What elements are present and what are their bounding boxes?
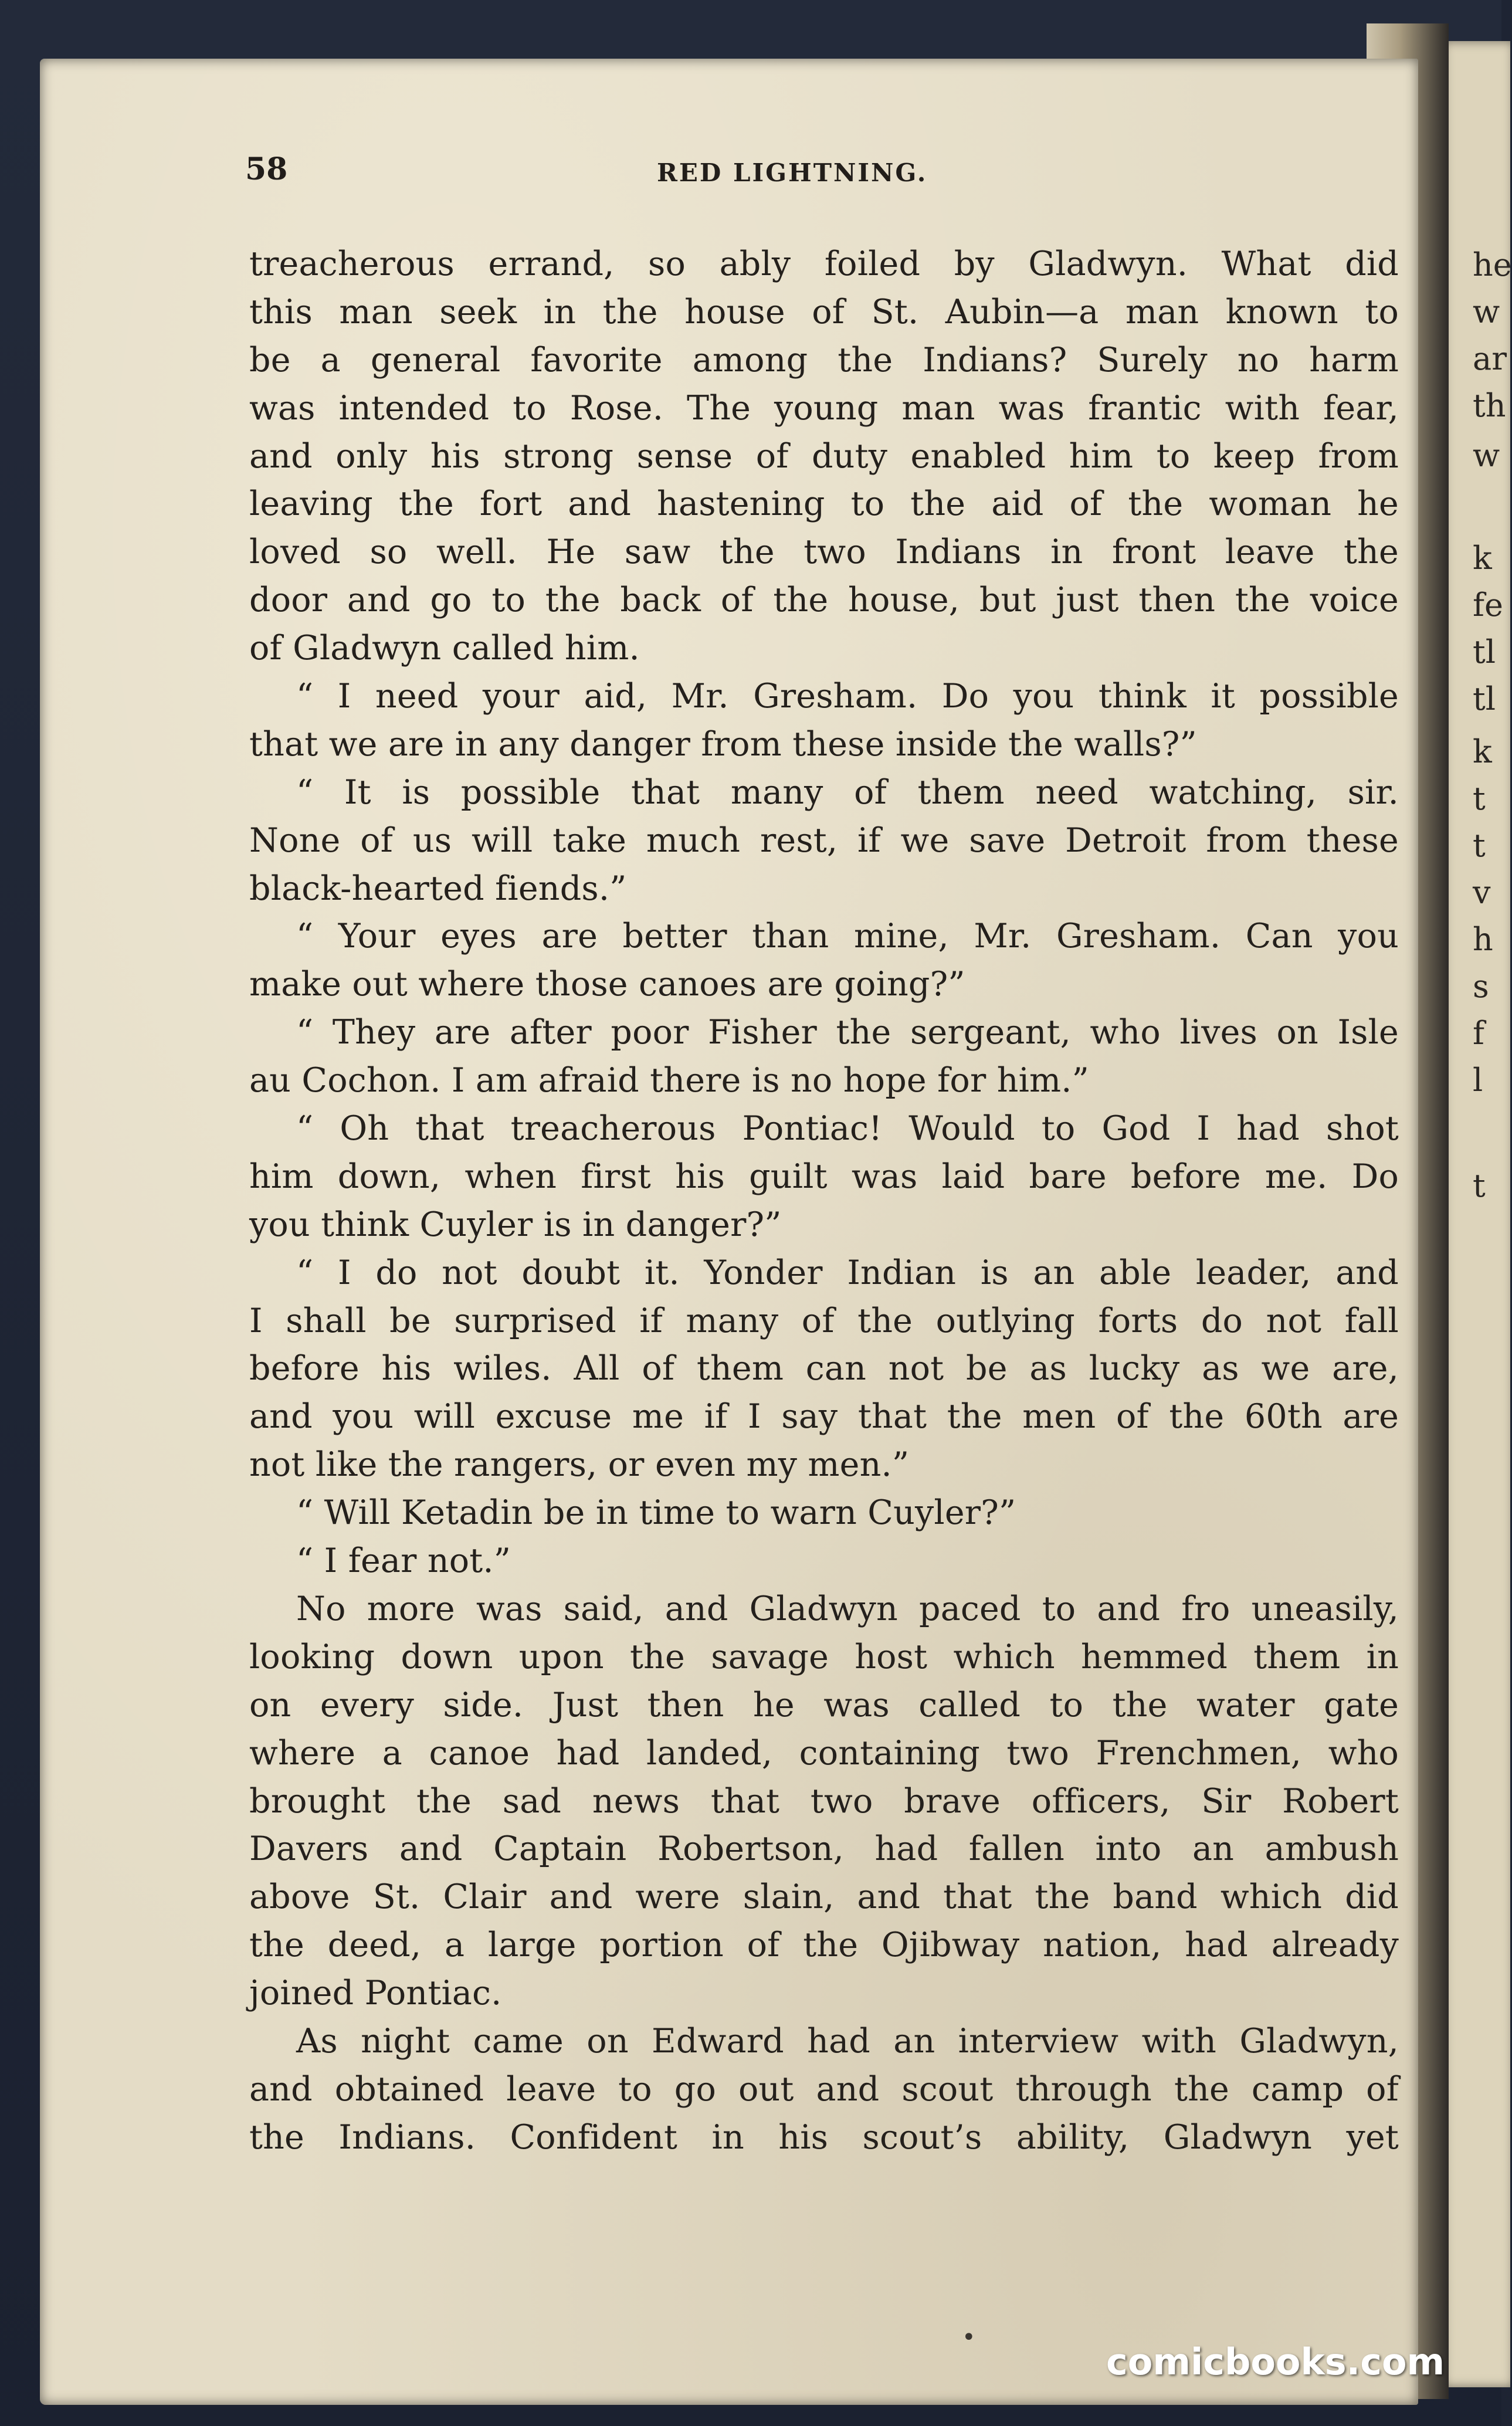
text-line: None of us will take much rest, if we save Detroit from these <box>249 821 1399 860</box>
text-line: black-hearted fiends.” <box>249 869 627 908</box>
text-line: loved so well. He saw the two Indians in front leave the <box>249 533 1399 572</box>
text-line: of Gladwyn called him. <box>249 629 640 668</box>
text-line: Davers and Captain Robertson, had fallen into an ambush <box>249 1829 1399 1869</box>
facing-page-fragment: s <box>1473 968 1489 1005</box>
text-line: “ Will Ketadin be in time to warn Cuyler?” <box>296 1493 1016 1533</box>
text-line: “ It is possible that many of them need watching, sir. <box>296 772 1399 812</box>
text-line: No more was said, and Gladwyn paced to and fro uneasily, <box>296 1589 1399 1628</box>
facing-page-fragment: w <box>1473 437 1500 474</box>
text-line: au Cochon. I am afraid there is no hope for him.” <box>249 1061 1089 1100</box>
text-line: leaving the fort and hastening to the aid of the woman he <box>249 484 1399 524</box>
text-line: and you will excuse me if I say that the men of the 60th are <box>249 1397 1399 1436</box>
text-line: that we are in any danger from these inside the walls?” <box>249 724 1197 764</box>
text-line: “ I need your aid, Mr. Gresham. Do you think it possible <box>296 677 1399 716</box>
facing-page-fragment: v <box>1473 874 1491 911</box>
text-line: “ I do not doubt it. Yonder Indian is an able leader, and <box>296 1253 1399 1292</box>
text-line: door and go to the back of the house, but just then the voice <box>249 581 1399 620</box>
text-line: on every side. Just then he was called to the water gate <box>249 1685 1399 1724</box>
facing-page-fragment: f <box>1473 1015 1484 1052</box>
facing-page-fragment: tl <box>1473 633 1496 670</box>
printer-mark: • <box>962 2324 976 2351</box>
body-text <box>249 240 1399 2162</box>
text-line: brought the sad news that two brave officers, Sir Robert <box>249 1781 1399 1821</box>
facing-page-fragment: k <box>1473 733 1492 770</box>
text-line: and obtained leave to go out and scout through the camp of <box>249 2069 1399 2109</box>
facing-page-fragment: k <box>1473 540 1492 577</box>
text-line: you think Cuyler is in danger?” <box>249 1205 782 1244</box>
facing-page-fragment: l <box>1473 1062 1483 1099</box>
text-line: “ Your eyes are better than mine, Mr. Gresham. Can you <box>296 917 1399 956</box>
text-line: this man seek in the house of St. Aubin—a man known to <box>249 292 1399 331</box>
facing-page-fragment: t <box>1473 1167 1486 1204</box>
text-line: make out where those canoes are going?” <box>249 965 965 1004</box>
facing-page-fragment: fe <box>1473 587 1503 624</box>
text-line: the deed, a large portion of the Ojibway nation, had already <box>249 1926 1399 1965</box>
text-line: the Indians. Confident in his scout’s ability, Gladwyn yet <box>249 2117 1399 2157</box>
facing-page-fragment: th <box>1473 387 1506 424</box>
facing-page-fragment: t <box>1473 780 1486 817</box>
page-number: 58 <box>245 151 288 187</box>
text-line: looking down upon the savage host which hemmed them in <box>249 1637 1399 1676</box>
text-line: above St. Clair and were slain, and that the band which did <box>249 1878 1399 1917</box>
facing-page-fragment: he <box>1473 246 1512 283</box>
text-line: “ They are after poor Fisher the sergeant, who lives on Isle <box>296 1013 1399 1052</box>
text-line: not like the rangers, or even my men.” <box>249 1445 910 1485</box>
running-head: RED LIGHTNING. <box>657 158 928 187</box>
text-line: As night came on Edward had an interview with Gladwyn, <box>296 2021 1399 2061</box>
text-line: be a general favorite among the Indians? Surely no harm <box>249 340 1399 380</box>
text-line: “ Oh that treacherous Pontiac! Would to God I had shot <box>296 1109 1399 1148</box>
facing-page <box>1440 41 1510 2387</box>
facing-page-fragment: h <box>1473 921 1493 958</box>
text-line: him down, when first his guilt was laid bare before me. Do <box>249 1157 1399 1196</box>
text-line: where a canoe had landed, containing two Frenchmen, who <box>249 1733 1399 1773</box>
text-line: joined Pontiac. <box>249 1974 502 2013</box>
facing-page-fragment: t <box>1473 827 1486 864</box>
text-line: treacherous errand, so ably foiled by Gladwyn. What did <box>249 245 1399 283</box>
facing-page-fragment: ar <box>1473 340 1507 377</box>
facing-page-fragment: w <box>1473 293 1500 330</box>
watermark: comicbooks.com <box>1106 2340 1445 2383</box>
text-line: before his wiles. All of them can not be as lucky as we are, <box>249 1349 1399 1388</box>
text-line: I shall be surprised if many of the outlying forts do not fall <box>249 1301 1399 1340</box>
text-line: was intended to Rose. The young man was frantic with fear, <box>249 388 1399 428</box>
text-line: “ I fear not.” <box>296 1541 511 1581</box>
facing-page-fragment: tl <box>1473 680 1496 717</box>
text-line: and only his strong sense of duty enabled him to keep from <box>249 436 1399 476</box>
